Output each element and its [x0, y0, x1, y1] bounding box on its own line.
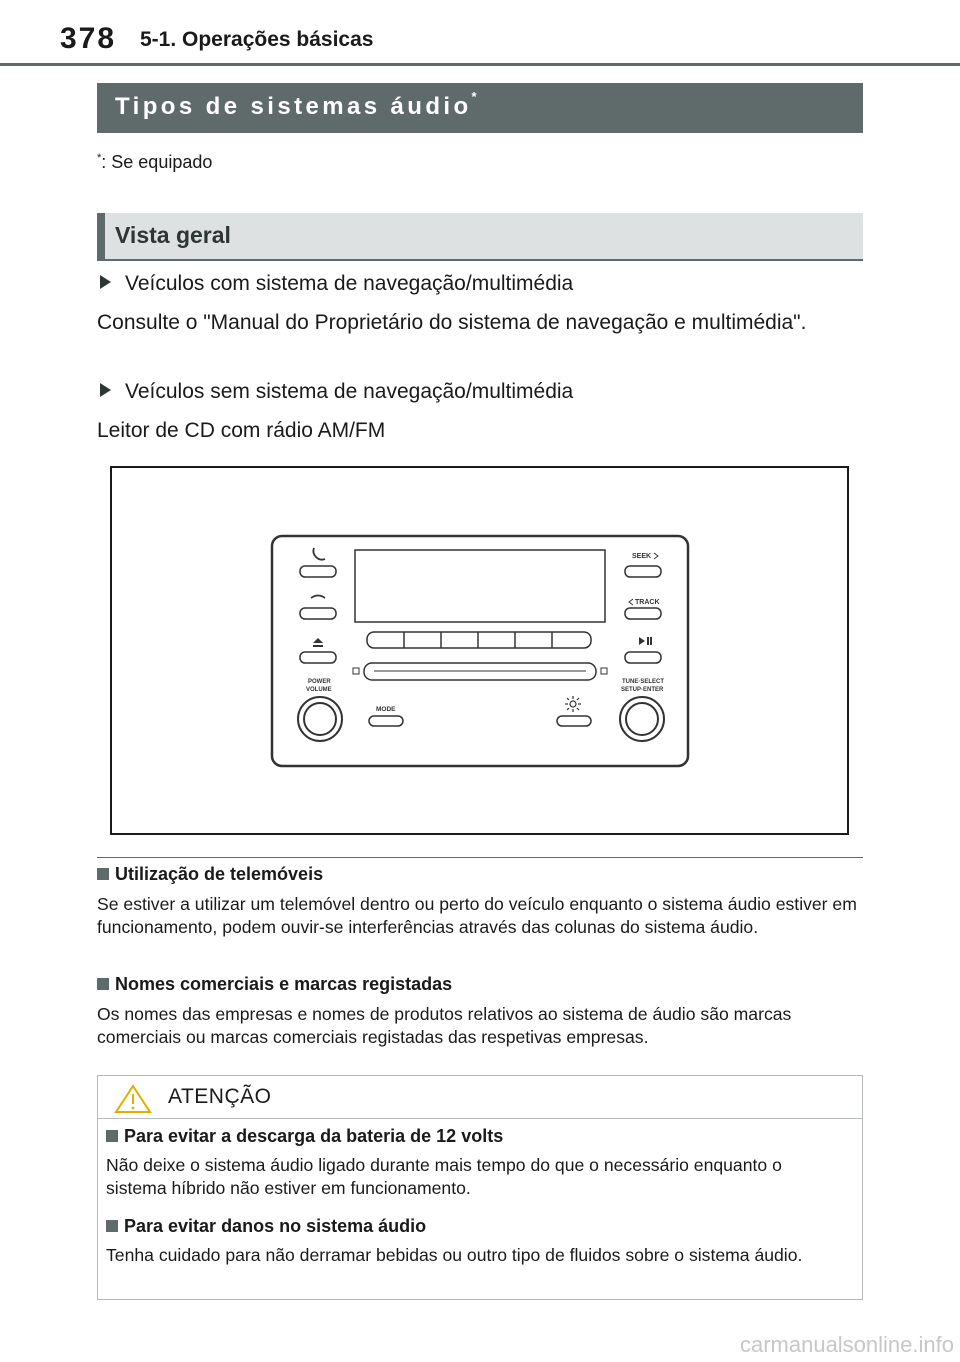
warning-1-heading-text: Para evitar a descarga da bateria de 12 volts: [124, 1126, 504, 1146]
tune-select-label: TUNE·SELECT: [622, 679, 664, 685]
item-2-body: Leitor de CD com rádio AM/FM: [97, 419, 386, 442]
square-bullet-icon: [106, 1220, 118, 1232]
warning-2-body: Tenha cuidado para não derramar bebidas ou outro tipo de fluidos sobre o sistema áudio.: [106, 1245, 803, 1265]
volume-label: VOLUME: [306, 687, 332, 693]
note-1-heading: [97, 864, 323, 885]
overview-heading: Vista geral: [115, 222, 231, 248]
seek-label: SEEK: [632, 553, 652, 560]
overview-heading-bar: [97, 213, 863, 261]
triangle-bullet-icon: [100, 383, 111, 397]
watermark: carmanualsonline.info: [739, 1332, 954, 1357]
note-2-heading-text: Nomes comerciais e marcas registadas: [115, 974, 453, 994]
warning-header: [98, 1076, 862, 1119]
page-title-marker: *: [471, 89, 477, 104]
page-number: 378: [60, 22, 117, 55]
square-bullet-icon: [97, 978, 109, 990]
header-rule: [0, 63, 960, 66]
audio-unit-illustration: [112, 468, 847, 833]
note-1-body: Se estiver a utilizar um telemóvel dentro ou perto do veículo enquanto o sistema áudio estiver em funcionamento, podem ouvir-se interferências através das colunas do sistema áudio.: [97, 894, 857, 937]
item-2-bullet-text: Veículos sem sistema de navegação/multimédia: [125, 380, 574, 403]
note-1-heading-text: Utilização de telemóveis: [115, 864, 324, 884]
page-title-text: Tipos de sistemas áudio: [115, 93, 472, 120]
track-label: TRACK: [635, 599, 660, 606]
section-divider: [97, 857, 863, 858]
item-2-bullet: [100, 380, 573, 404]
item-1-body: Consulte o "Manual do Proprietário do sistema de navegação e multimédia".: [97, 311, 807, 334]
power-label: POWER: [308, 679, 331, 685]
square-bullet-icon: [97, 868, 109, 880]
footnote-marker: *: [97, 152, 102, 164]
warning-1-heading: [106, 1126, 503, 1147]
warning-box: [97, 1075, 863, 1300]
page-title: [115, 89, 477, 121]
audio-unit-figure: [110, 466, 849, 835]
warning-1-body: Não deixe o sistema áudio ligado durante mais tempo do que o necessário enquanto o sistema híbrido não estiver em funcionamento.: [106, 1155, 782, 1198]
triangle-bullet-icon: [100, 275, 111, 289]
setup-enter-label: SETUP·ENTER: [621, 687, 664, 693]
section-title: 5-1. Operações básicas: [140, 28, 374, 51]
footnote-text: : Se equipado: [101, 152, 213, 172]
heading-accent: [97, 213, 105, 259]
item-1-bullet: [100, 272, 573, 296]
page-title-bar: [97, 83, 863, 133]
warning-2-heading: [106, 1216, 426, 1237]
mode-label: MODE: [376, 706, 396, 713]
note-2-heading: [97, 974, 452, 995]
note-2-body: Os nomes das empresas e nomes de produtos relativos ao sistema de áudio são marcas comerciais ou marcas comerciais registadas das respetivas empresas.: [97, 1004, 792, 1047]
warning-title: ATENÇÃO: [168, 1085, 272, 1108]
square-bullet-icon: [106, 1130, 118, 1142]
item-1-bullet-text: Veículos com sistema de navegação/multimédia: [125, 272, 574, 295]
warning-2-heading-text: Para evitar danos no sistema áudio: [124, 1216, 427, 1236]
footnote: [97, 152, 212, 173]
warning-triangle-icon: [114, 1084, 152, 1114]
